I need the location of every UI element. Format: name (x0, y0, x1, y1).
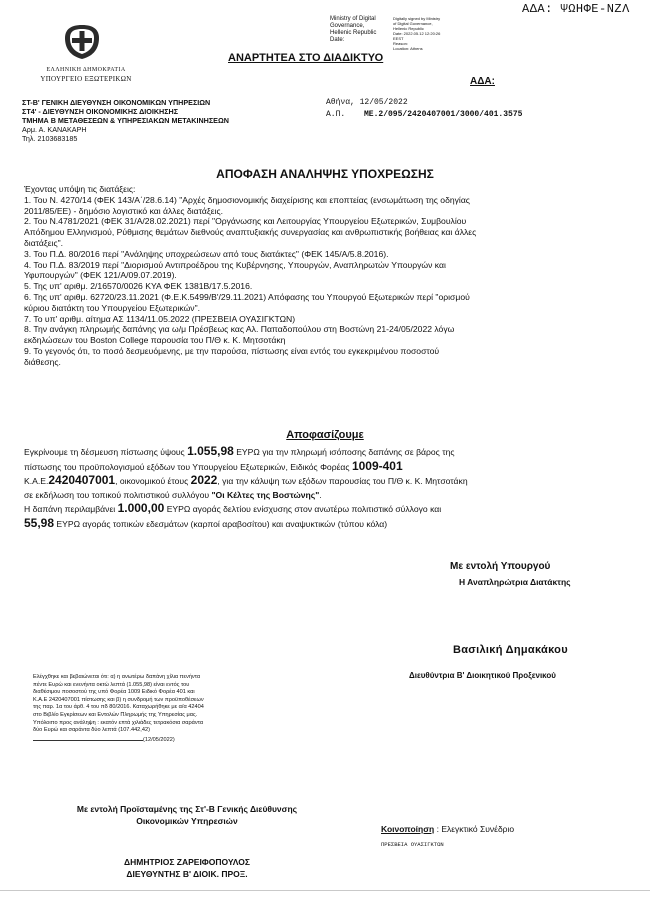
verification-line: της παρ. 1α του άρθ. 4 του πδ 80/2016. Καταχωρήθηκε με α/α 42404 (33, 704, 204, 711)
decision-paragraph (24, 445, 644, 532)
consideration-item: 2. Του Ν.4781/2021 (ΦΕΚ 31/Α/28.02.2021) περί "Οργάνωσης και Λειτουργίας Υπουργείου Εξωτερικών, Συμβουλίου (24, 216, 467, 227)
decision-text: ΕΥΡΩ για την πληρωμή ισόποσης δαπάνης σε βάρος της (236, 447, 455, 457)
decision-text: ΕΥΡΩ αγοράς τοπικών εδεσμάτων (καρποί αραβοσίτου) και αναψυκτικών (τύπου κόλα) (56, 518, 388, 529)
decision-line (24, 460, 644, 475)
deputy-title: Η Αναπληρώτρια Διατάκτης (459, 577, 571, 587)
verification-line: διαθέσιμου ποσοστού της υπό Φορέα 1009 Ειδικό Φορέα 401 και (33, 689, 195, 696)
club-name: "Οι Κέλτες της Βοστώνης" (211, 489, 320, 500)
consideration-item: 4. Του Π.Δ. 83/2019 περί "Διορισμού Αντιπροέδρου της Κυβέρνησης, Υπουργών, Αναπληρωτών Υπουργών και (24, 259, 446, 270)
ministry-name: ΥΠΟΥΡΓΕΙΟ ΕΞΩΤΕΡΙΚΩΝ (40, 75, 132, 83)
stamp-detail: EEST (393, 36, 404, 41)
order-by: Με εντολή Υπουργού (450, 561, 551, 572)
notify-recipient: : Ελεγκτικό Συνέδριο (436, 824, 515, 834)
consideration-item: Υφυπουργών" (ΦΕΚ 121/Α/09.07.2019). (24, 270, 177, 281)
ada-label: ΑΔΑ: (470, 76, 495, 87)
verification-line: Κ.Α.Ε 2420407001 πίστωσης και β) η συνδρομή των προϋποθέσεων (33, 696, 204, 703)
sender-line: ΣΤ-Β' ΓΕΝΙΚΗ ΔΙΕΥΘΥΝΣΗ ΟΙΚΟΝΟΜΙΚΩΝ ΥΠΗΡΕΣΙΩΝ (22, 98, 211, 107)
sender-line: Τηλ. 2103683185 (22, 134, 78, 143)
stamp-detail: Location: Athens (393, 46, 423, 51)
sender-line: ΤΜΗΜΑ Β ΜΕΤΑΘΕΣΕΩΝ & ΥΠΗΡΕΣΙΑΚΩΝ ΜΕΤΑΚΙΝΗΣΕΩΝ (22, 116, 229, 125)
country-name: ΕΛΛΗΝΙΚΗ ΔΗΜΟΚΡΑΤΙΑ (46, 67, 126, 73)
stamp-detail: Digitally signed by Ministry (393, 16, 441, 21)
decision-text: , για την κάλυψη των εξόδων παρουσίας του Π/Θ κ. Κ. Μητσοτάκη (217, 476, 468, 487)
protocol-label: Α.Π. (326, 110, 346, 119)
ticket-amount: 1.000,00 (117, 501, 165, 516)
stamp-detail: Date: 2022.05.12 12:20:26 (393, 31, 441, 36)
protocol-number: ΜΕ.2/095/2420407001/3000/401.3575 (364, 110, 523, 119)
decision-text: Εγκρίνουμε τη δέσμευση πίστωσης ύψους (24, 447, 185, 457)
director-title: ΔΙΕΥΘΥΝΤΗΣ Β' ΔΙΟΙΚ. ΠΡΟΞ. (126, 869, 248, 879)
decision-text: Η δαπάνη περιλαμβάνει (24, 504, 116, 515)
decision-line: σε εκδήλωση του τοπικού πολιτιστικού συλλόγου "Οι Κέλτες της Βοστώνης". (24, 489, 322, 500)
verification-line: Ελέγχθηκε και βεβαιώνεται ότι: α) η ανωτέρω δαπάνη χίλια πενήντα (33, 674, 201, 680)
agency-code: 1009-401 (351, 458, 403, 473)
verification-line: Υπόλοιπο προς ανάληψη : εκατόν επτά χιλιάδες τετρακόσια σαράντα (33, 719, 204, 726)
decision-text: ΕΥΡΩ αγοράς δελτίου ενίσχυσης στον ανωτέρω πολιτιστικό σύλλογο και (166, 504, 442, 515)
director-name: ΔΗΜΗΤΡΙΟΣ ΖΑΡΕΙΦΟΠΟΥΛΟΣ (124, 857, 250, 867)
consideration-item: 2011/85/ΕΕ) - δημόσιο λογιστικό και άλλες διατάξεις. (24, 205, 223, 216)
page-bottom-divider (0, 890, 650, 891)
stamp-detail: Hellenic Republic (393, 26, 424, 31)
notify-embassy: ΠΡΕΣΒΕΙΑ ΟΥΑΣΙΓΚΤΩΝ (381, 841, 444, 848)
decision-line (24, 474, 644, 489)
notify-label: Κοινοποίηση (381, 824, 435, 834)
decision-text: σε εκδήλωση του τοπικού πολιτιστικού συλλόγου (24, 489, 210, 500)
kae-code: 2420407001 (48, 473, 116, 488)
kae-label: Κ.Α.Ε. (24, 476, 49, 487)
signer-title: Διευθύντρια Β' Διοικητικού Προξενικού (409, 671, 556, 680)
decision-text: πίστωσης του προϋπολογισμού εξόδων του Υπουργείου Εξωτερικών, Ειδικός Φορέας (24, 461, 350, 472)
head-order-line: Με εντολή Προϊσταμένης της Στ'-Β Γενικής Διεύθυνσης (76, 804, 298, 814)
stamp-line: Ministry of Digital (330, 16, 376, 22)
coat-of-arms-emblem (62, 22, 102, 60)
decision-line (24, 502, 644, 517)
ada-top: ΑΔΑ: ΨΩΗΦΕ-ΝΖΛ (522, 2, 630, 16)
verification-line: πέντε Ευρώ και ενενήντα οκτώ λεπτά (1.055,98) είναι εντός του (33, 681, 190, 688)
consideration-item: διάθεσης. (24, 356, 61, 367)
sender-line: ΣΤ4' - ΔΙΕΥΘΥΝΣΗ ΟΙΚΟΝΟΜΙΚΗΣ ΔΙΟΙΚΗΣΗΣ (22, 107, 179, 116)
head-order-line: Οικονομικών Υπηρεσιών (136, 816, 238, 826)
consideration-item: εκδηλώσεων του Boston College παρουσία του Π/Θ κ. Κ. Μητσοτάκη (24, 335, 286, 346)
food-amount: 55,98 (24, 515, 55, 530)
consideration-item: 3. Του Π.Δ. 80/2016 περί "Ανάληψης υποχρεώσεων από τους διατάκτες" (ΦΕΚ 145/Α/5.8.2016). (24, 248, 389, 259)
verification-block (33, 674, 333, 744)
decide-heading: Αποφασίζουμε (286, 429, 364, 441)
stamp-detail: Reason: (393, 41, 408, 46)
consideration-item: 7. Το υπ' αριθμ. αίτημα ΑΣ 1134/11.05.2022 (ΠΡΕΣΒΕΙΑ ΟΥΑΣΙΓΚΤΩΝ) (24, 313, 296, 324)
signature-line (33, 735, 143, 741)
verification-date-line (33, 735, 333, 745)
sender-line: Αρμ. Α. ΚΑΝΑΚΑΡΗ (22, 125, 87, 134)
verification-line: δύο Ευρώ και σαράντα δύο λεπτά (107.442,42) (33, 727, 150, 734)
signer-name: Βασιλική Δημακάκου (453, 644, 568, 656)
place-date: Αθήνα, 12/05/2022 (326, 98, 408, 107)
consideration-item: 9. Το γεγονός ότι, το ποσό δεσμευόμενης, με την παρούσα, πίστωσης είναι εντός του εγκεκριμένου ποσοστού (24, 345, 440, 356)
intro-text: Έχοντας υπόψη τις διατάξεις: (24, 184, 136, 194)
decision-line (24, 445, 644, 460)
consideration-item: 6. Της υπ' αριθμ. 62720/23.11.2021 (Φ.Ε.Κ.5499/Β'/29.11.2021) Απόφασης του Υπουργού Εξωτερικών περί "ορισμού (24, 291, 470, 302)
decision-amount: 1.055,98 (187, 444, 234, 458)
verification-date: (12/05/2022) (143, 736, 175, 743)
notify-line (381, 824, 514, 834)
verification-line: στο Βιβλίο Εγκρίσεων και Εντολών Πληρωμής της Υπηρεσίας μας. (33, 711, 198, 718)
consideration-item: διατάξεις". (24, 237, 64, 248)
page-title: ΑΠΟΦΑΣΗ ΑΝΑΛΗΨΗΣ ΥΠΟΧΡΕΩΣΗΣ (216, 167, 434, 181)
consideration-item: κύριου διατάκτη του Υπουργείου Εξωτερικών". (24, 302, 201, 313)
considerations-list (24, 184, 644, 368)
consideration-item: 5. Της υπ' αριθμ. 2/16570/0026 ΚΥΑ ΦΕΚ 1381Β/17.5.2016. (24, 281, 253, 292)
stamp-line: Governance, (330, 23, 365, 29)
decision-line (24, 517, 644, 532)
head-order (56, 803, 318, 827)
publish-header: ΑΝΑΡΤΗΤΕΑ ΣΤΟ ΔΙΑΔΙΚΤΥΟ (228, 52, 384, 64)
decision-text: , οικονομικού έτους (115, 476, 189, 487)
sender-block (22, 98, 229, 143)
stamp-detail: of Digital Governance, (393, 21, 433, 26)
consideration-item: 1. Του Ν. 4270/14 (ΦΕΚ 143/Α΄/28.6.14) "Αρχές δημοσιονομικής διαχείρισης και εποπτείας (ενσωμάτωση της οδηγίας (24, 194, 470, 205)
fiscal-year: 2022 (190, 473, 218, 488)
consideration-item: Απόδημου Ελληνισμού, Ρύθμισης θεμάτων διεθνούς αναπτυξιακής συνεργασίας και ανθρωπιστικής βοήθειας και άλλες (24, 227, 477, 238)
director-block (56, 856, 318, 880)
stamp-line: Date: (330, 37, 345, 43)
consideration-item: 8. Την ανάγκη πληρωμής δαπάνης για ω/μ Πρέσβεως κας Αλ. Παπαδοπούλου στη Βοστώνη 21-24/05/2022 λόγω (24, 324, 455, 335)
stamp-line: Hellenic Republic (330, 30, 377, 36)
